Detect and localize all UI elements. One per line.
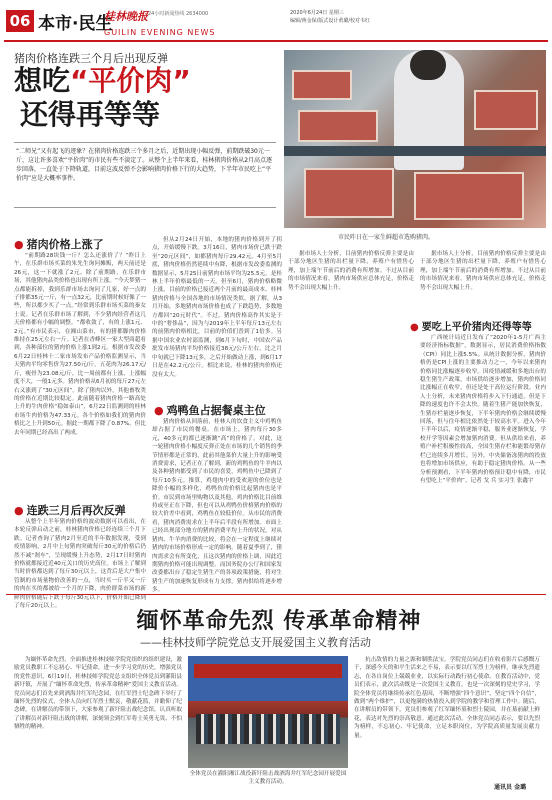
meat-tray (304, 168, 394, 218)
page-number: 06 (6, 10, 34, 32)
section-title: 本市·民生 (38, 14, 113, 34)
headline-highlight: “平价肉” (70, 64, 191, 97)
meat-tray (292, 70, 352, 100)
group-photo (188, 656, 348, 768)
masthead (104, 8, 236, 36)
lower-column-left: 为缅怀革命先烈，全面推进桂林技师学院党组织的组织建设，激励党员教职工不忘初心、牢记使命，进一步学习党的历史，增强党员的党性意识，6月19日，桂林技师学院党总支组织全体党员到灌阳县新圩镇，开展了“缅怀革命先烈，传承革命精神”爱国主义教育活动。党员同志们首先来到酒海井红军纪念园，在红军烈士纪念碑下举行了缅怀先烈的仪式，全体人员向红军烈士默哀，敬献花篮，并瞻仰了纪念碑。在讲解员的带领下，大家参观了新圩阻击战纪念馆，认真听取了讲解员对新圩阻击战的讲解，深刻领会到红军将士英勇无畏、不怕牺牲的精神。 (14, 657, 183, 731)
bullet-icon: ● (14, 238, 24, 251)
bullet-icon: ● (410, 322, 419, 333)
article-column-3a: 据市场人士分析，目前猪肉价格反弹主要是由于部分地区生猪的出栏量下降，养殖户有惜售心理，加上端午节前后的消费有所增加。不过从目前的市场情况来看，猪肉市场供应总体充足，价格走势不会出现大幅上升。 (288, 251, 414, 291)
header-info (290, 9, 420, 25)
header-rule (4, 40, 548, 42)
subhead-1: ● 猪肉价格上涨了 (14, 238, 104, 251)
meat-tray (414, 172, 524, 220)
lower-headline: 缅怀革命先烈 传承革命精神 (136, 609, 422, 634)
photo-caption: 市民昨日在一家生鲜超市选购猪肉。 (338, 234, 435, 241)
shelf-edge (284, 146, 546, 156)
article-column-2b: 猪肉价格从回落前，桂林人的饮食主义中鸡鸭鱼却占据了市民的餐桌。在市场上，猪肉每斤30多元，40多元的都已逐渐跳“高”的价格了。对此，这一轮猪肉价格小幅度反弹正处在市场的几个销售的季节情形都是正常的，此前其他菜价大量上升的影响受消费需求，记者正在了解到，新的鸡鸭鱼的牛羊肉以及各种猪肉都受到了市民的喜爱，鸡鸭鱼中已降到了每斤10多元。推算，鸡翅肉中的受欢迎的价位也是降价小幅的多样化，鸡鸭鱼的价格比起猪肉也是平价。市民到市场里购物以及其他，鸡肉价格比目前维持或至正在下降，但也可以从鸡鸭鱼价格猪肉价格的较大价差中看到，鸡鸭鱼在较低价位。从市民的消费看，猪肉消费需求在上半年后半段有所增加。市面上已经出现部分地方的猪肉消费平均上升的状况，对从猪肉、牛羊肉消费的比较，将会在一定程度上继续对猪肉的市场价格形成一定的影响。随着夏季到了，猪肉需求会有所变化，且这次猪肉的价格上调，因此近期猪肉价格可能出现调整。而国务院办公厅和国家发改委都出台了稳定生猪生产的各项政策措施，将对生猪生产的加速恢复形成有力支撑，猪肉供给将逐步增多。 (152, 419, 282, 594)
group-of-people (196, 714, 340, 744)
bullet-icon: ● (14, 504, 24, 517)
lower-byline: 通讯员 金璐 (494, 784, 527, 791)
article-column-3b-top: 据市场人士分析，目前猪肉价格反弹主要是由于部分地区生猪的出栏量下降，养殖户有惜售心理，加上端午节前后的消费有所增加。不过从目前的市场情况来看，猪肉市场供应总体充足，价格走势不会出现大幅上升。 (420, 251, 546, 291)
story-headline (14, 64, 284, 132)
story-kicker: 猪肉价格连跌三个月后出现反弹 (14, 52, 168, 65)
meat-tray (474, 90, 538, 130)
lower-column-right: 抗击敌情的力量之源和制胜法宝。学院党员同志们在收看影片后感慨万千，深感今天的和平生活来之不易，表示要以红军烈士为榜样，继承先烈遗志，在各自岗位上兢兢业业，以实际行动践行初心使命。在教育活动中，党员们表示，此次活动既是一次爱国主义教育，也是一次深刻的党史学习，学院全体党员将继续传承红色基因，不断增强“四个意识”，坚定“四个自信”，做到“两个维护”，以更饱满的热情投入到学院的教学和管理工作中。随后，在讲解员的带领下，党员们参观了红军缅怀墓和烈士陵园，并在墓前献上鲜花，表达对先烈的崇高敬意。通过此次活动，全体党员同志表示，要以先烈为榜样，不忘初心、牢记使命，立足本职岗位，为学院高质量发展贡献力量。 (354, 657, 540, 739)
headline-line2: 还得再等等 (20, 98, 161, 131)
page-header (0, 0, 552, 48)
red-banner (194, 664, 342, 678)
article-column-1a: “前期路28块钱一斤？怎么还涨价了？”昨日上午，在乐群市场买菜的朱先生询问摊贩，两天前还是26元，这一下就涨了2元。除了前期路，在乐群市场，其他猪肉品类价格也出现有所上涨。“今天梦猪一点都能拆掉，我到乐群市场去询问了几家，好一点的子排都35元一斤，有一点32元，比前期时候好像了一些，所以都少买了一点。”经常到乐群市场买菜的秦女士说。记者在乐群市场了解到，不少猪肉经营者这几天价格都有小幅的调整。“都收敛了，有的上涨1元、2元。”有市民表示，在湘山菜市，有的猪都脚肉价格维持在25元左右一斤。记者在香峰区一家大型商超看到，各种部位的猪肉价格上涨1到2元。根据市发改委6月22日桂林十二家市场发布产品价格监测显示，当天猪肉平均零售价为27.50元/斤，五花肉为26.17元/斤，瘦骨为23.08元/斤，比一周前都有上涨，上涨幅度不大，一般1元多。猪肉价格从6月初的每斤27元左右又涨到了“30元区间”。除了猪肉以外，其他畜牧类的价格在近期比较稳定。此前随着猪肉价格一路高处上升的牛肉价格“稳如泰山”，6月22日监测到的桂林市场牛肉价格为47.33元。各个价格如我们的猪肉价格比之上升到50元。据此一期都下降了0.87%。但比去年同期已经高出了两成。 (14, 253, 146, 436)
subhead-2: ● 连跌三月后再次反弹 (14, 504, 126, 517)
headline-prefix: 想吃 (14, 64, 71, 97)
article-column-3b: 广西统计局近日发布了“2020年1-5月广西主要经济指标数据”，数据显示，居民消费价格指数（CPI）同比上涨5.5%。从统计数据分析，猪肉价格仍是CPI上涨的主要推动力之一，今年以来猪肉价格同比涨幅逐步收窄。因疫情减缓和多地出台的稳生猪生产政策，市场供给逐步增加，猪肉价格同比涨幅正在收窄，但还是处于高位运行阶段。业内人士分析，未来猪肉价格将步入下行通道，但是下降的速度也许不会太快。随着生猪产能加快恢复，生猪存栏量逐步恢复，下半年猪肉价格会继续缓慢回落，但与往年相比依然处于较高水平。进入今年下半年以后，疫情逐渐平稳，服务业逐渐恢复，学校开学等因素会增加猪肉消费。但从供给来看，养殖户补栏积极性较高，全国生猪存栏和能繁母猪存栏已连续多月增长。另外，中央储备冻猪肉的投放也将增加市场供应，有助于稳定猪肉价格。从一些分析预测看，下半年猪肉价格预计稳中有降，市民有望吃上“平价肉”。记者 戈 兵 实习生 张鑫宇 (420, 335, 546, 484)
editors-line: 编辑/蒋金保/版式设计黄璐/校对韦红 (290, 18, 371, 24)
article-column-1b: 从整个上半年猪肉价格的波动数据可以看出，在本轮反弹启动之前，桂林猪肉价格已经连续三个月下跌。记者查询了猪肉2月至近的半年数据发现，受到疫情影响，2月中上旬猪肉突破每斤30元的价格后仍然不减“刹车”，呈现缓慢上升态势，2月17日时猪肉价格就都接近近40元关口的历史高位。市场上了解到当时价格都达到了每斤30元以上，这背后是大户集中管制的市场量物价改善的一点，当时买一斤半又一斤的肉在买的都被给一个月的下降，肉价群菜市场的新鲜肉价格随后下跌于每斤30元以下，价格开始已降到了每斤20元以上。 (14, 519, 146, 610)
section-divider (6, 594, 546, 595)
news-hotline: 24小时新闻热线 2634000 (148, 11, 209, 17)
lower-subheadline: ——桂林技师学院党总支开展爱国主义教育活动 (140, 636, 371, 649)
bullet-icon: ● (154, 404, 164, 417)
shopper-head (410, 50, 446, 80)
subhead-3: ● 鸡鸭鱼占据餐桌主位 (154, 404, 266, 417)
group-photo-caption: 全体党员在灌阳湘江战役新圩阻击战酒海井红军纪念园开展爱国主义教育活动。 (189, 771, 347, 785)
article-column-2a: 但从2月24日开始，本地的猪肉价格到开了拐点，开始缓慢下跌。3月16日，猪肉市场价已跌于跌至“20元区间”，如都猪肉每斤29.42元。4月至5月底，猪肉价格仍然延续中有降，根据市发改委监测的数据显示，5月25日前猪肉市场平均为25.5元，是桂林上半年价格最低的一天。但至6月，猪肉价格略微上涨，目前的价格已接近两个月前的最高成本。桂林猪肉价格与全国各地的市场情况类似。据了解，从3月开始，多地猪肉市场价格也成了下跌趋势，多数地方都回“20元时代”。不过，猪肉价格高作其实是于中的“奢侈品”，因为与2019年上半年每斤13元左右的前猪肉价格相比，目前的价值们普到了1倍多。另据中国农业农村部监测，到6月下旬时，中国农产品批发市场猪肉平均价格接近38元/公斤左右，比之月中旬就已下降13元多，之后开始做动上涨，到6月17日是在42.2元/公斤。相比来说，桂林的猪肉价格还没有太大。 (152, 237, 282, 378)
meat-tray (298, 110, 378, 142)
masthead-logo: 桂林晚报 (104, 10, 148, 23)
masthead-english: GUILIN EVENING NEWS (104, 28, 216, 37)
subhead-4: ● 要吃上平价猪肉还得等等 (410, 322, 532, 333)
story-summary: “二师兄”又有起飞的迹象？在猪肉价格连跌三个多月之后，近期出现小幅反弹，前期跌破30元一斤，这让许多喜欢“平价肉”的市民有些不淡定了。从整个上半年来看，桂林猪肉价格从2月高点逐步回落，一直处于下降轨道，目前这波反弹不会影响猪肉价格下行的大趋势，下半年市民吃上“平价肉”应是大概率事件。 (14, 142, 276, 208)
supermarket-photo (284, 50, 546, 228)
issue-date: 2020年6月24日 星期三 (290, 10, 344, 16)
